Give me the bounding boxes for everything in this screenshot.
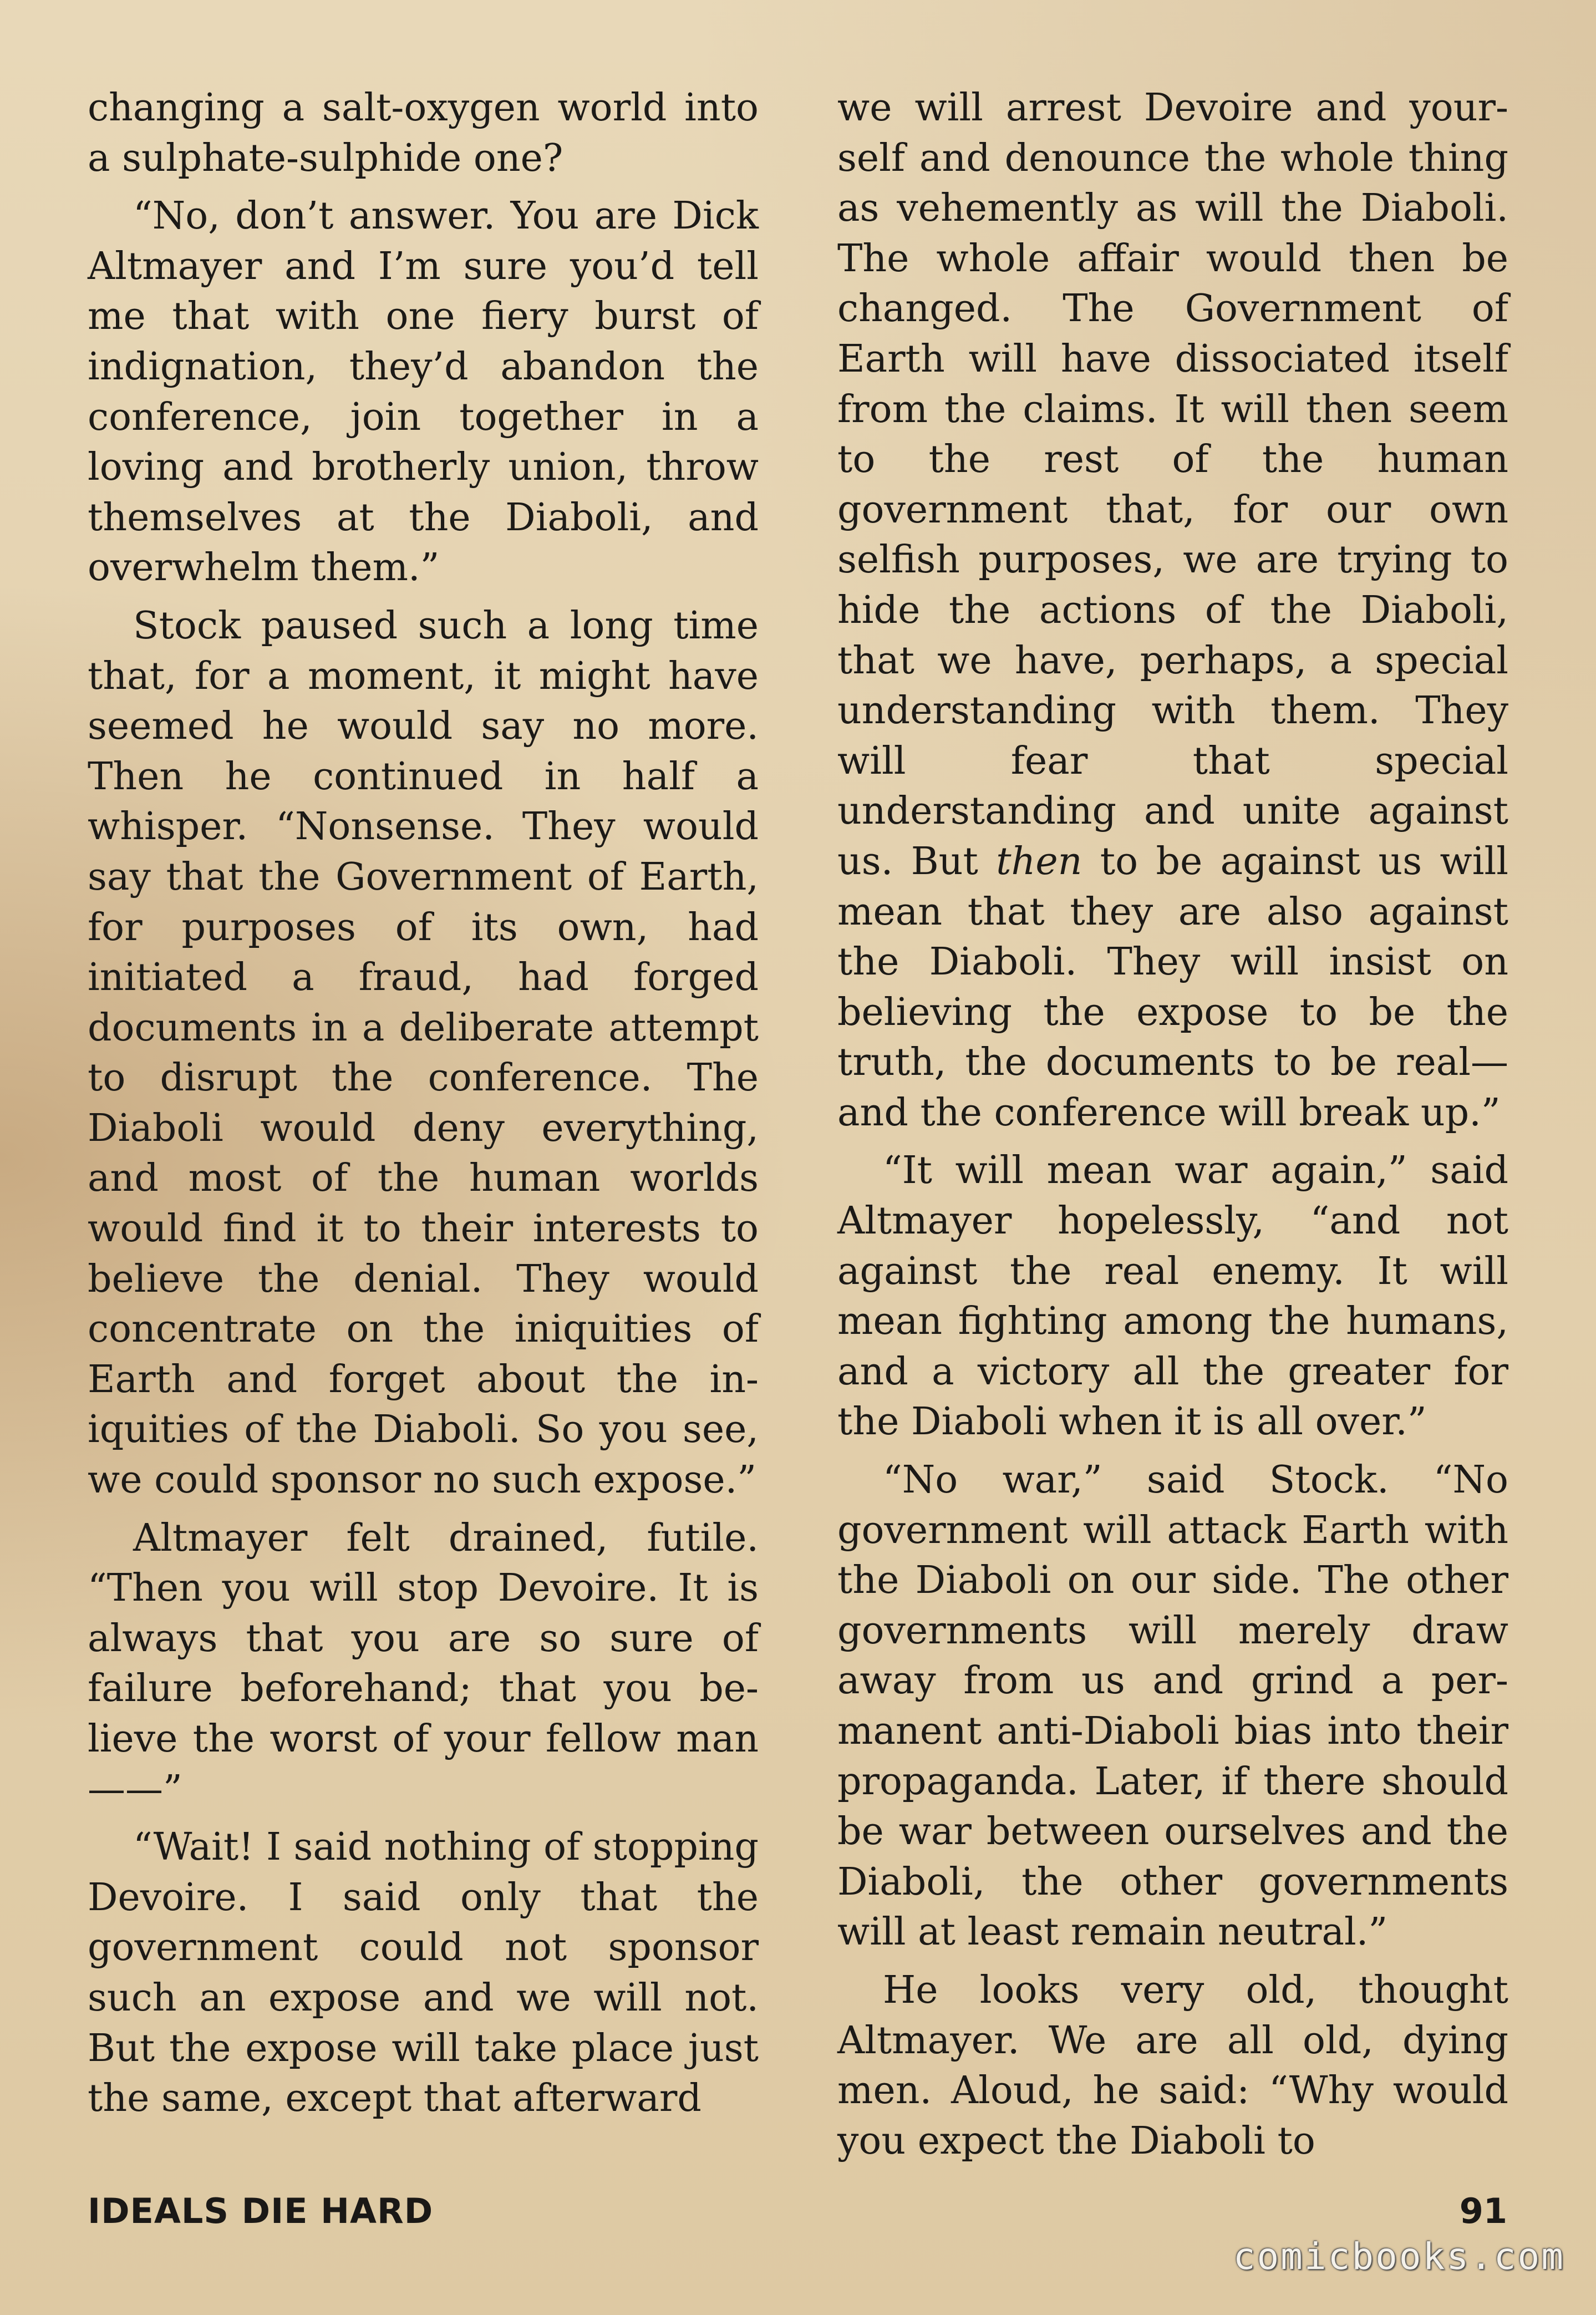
paragraph: Altmayer felt drained, futile. “Then you will stop Devoire. It is always that you are so sure of failure beforehand; that you believe the worst of your fellow man——” [88,1516,759,1811]
right-text-column [837,83,1508,2166]
running-footer-title: IDEALS DIE HARD [88,2191,434,2231]
paragraph: “No war,” said Stock. “No government will attack Earth with the Diaboli on our side. The other governments will merely draw away from us and grind a permanent anti-Diaboli bias into their propaganda. Later, if there should be war between ourselves and the Diaboli, the other governments will at least remain neutral.” [837,1458,1508,1954]
paragraph: He looks very old, thought Altmayer. We are all old, dying men. Aloud, he said: “Why would you expect the Diaboli to [837,1968,1508,2163]
left-text-column [88,83,759,2124]
paragraph: Stock paused such a long time that, for a moment, it might have seemed he would say no more. Then he continued in half a whisper. “Nonsense. They would say that the Government of Earth, for purposes of its own, had initiated a fraud, had forged documents in a deliberate attempt to disrupt the conference. The Diaboli would deny everything, and most of the human worlds would find it to their interests to believe the denial. They would concentrate on the iniquities of Earth and forget about the iniquities of the Diaboli. So you see, we could sponsor no such expose.” [88,603,759,1502]
paragraph: “It will mean war again,” said Altmayer hopelessly, “and not against the real enemy. It will mean fighting among the humans, and a victory all the greater for the Diaboli when it is all over.” [837,1149,1508,1444]
paragraph: “Wait! I said nothing of stopping Devoire. I said only that the government could not sponsor such an expose and we will not. But the expose will take place just the same, except that afterward [88,1825,759,2121]
paragraph: “No, don’t answer. You are Dick Altmayer and I’m sure you’d tell me that with one fiery burst of indignation, they’d abandon the conference, join together in a loving and brotherly union, throw themselves at the Diaboli, and overwhelm them.” [88,194,759,590]
paragraph: we will arrest Devoire and yourself and denounce the whole thing as vehemently as will the Diaboli. The whole affair would then be changed. The Government of Earth will have dissociated itself from the claims. It will then seem to the rest of the human government that, for our own selfish purposes, we are trying to hide the actions of the Diaboli, that we have, perhaps, a special understanding with them. They will fear that special understanding and unite against us. But then to be against us will mean that they are also against the Diaboli. They will insist on believing the expose to be the truth, the documents to be real—and the conference will break up.” [837,86,1508,1135]
site-watermark: comicbooks.com [1233,2235,1565,2278]
paragraph: changing a salt-oxygen world into a sulphate-sulphide one? [88,86,759,180]
page-number: 91 [1459,2191,1507,2231]
